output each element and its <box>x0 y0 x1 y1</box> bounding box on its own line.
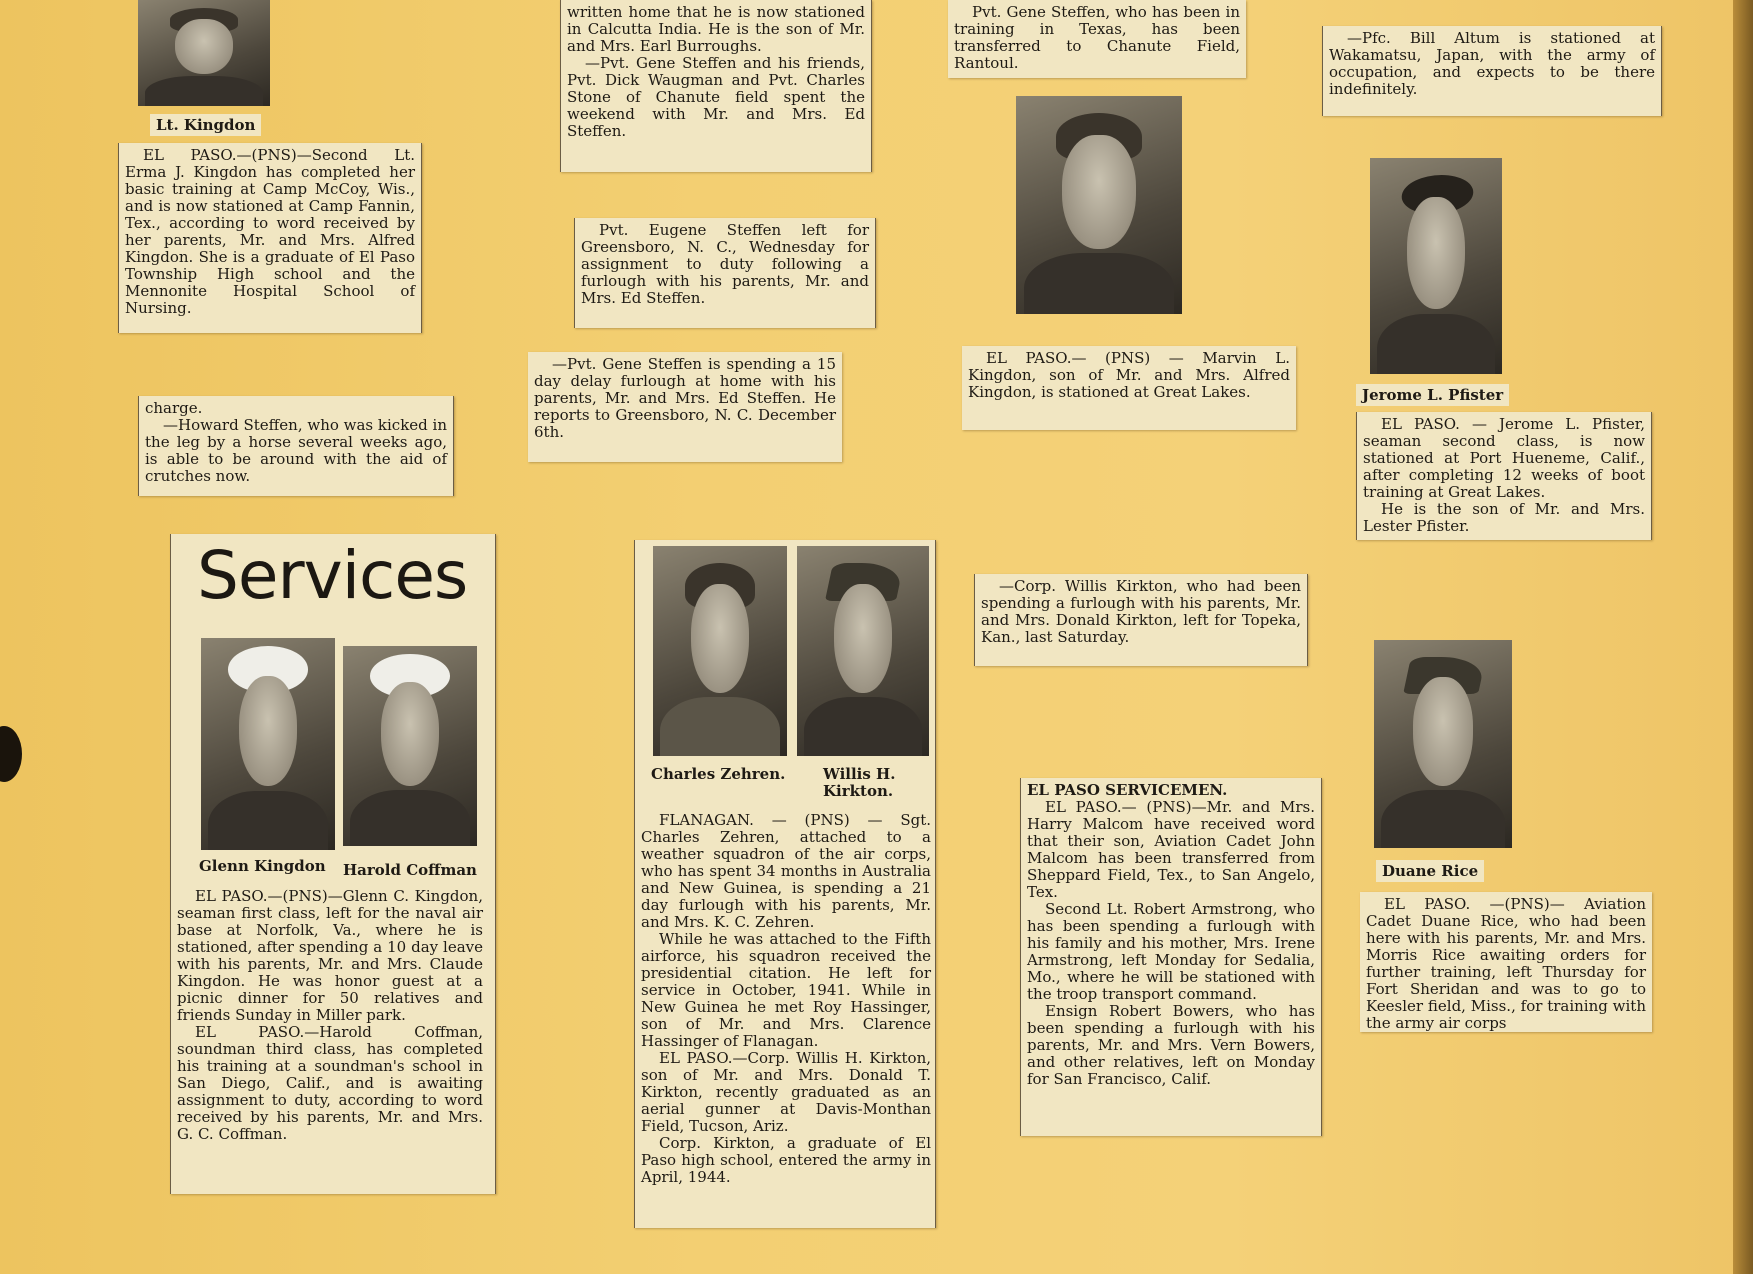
caption-lt-kingdon: Lt. Kingdon <box>150 114 261 136</box>
clipping-kingdon <box>118 143 422 333</box>
article-text-bowers: Ensign Robert Bowers, who has been spending a furlough with his parents, Mr. and Mrs. Vern Bowers, and other relatives, left on Monday for San Francisco, Calif. <box>1027 1002 1315 1088</box>
article-text: Pvt. Eugene Steffen left for Greensboro, N. C., Wednesday for assignment to duty following a furlough with his parents, Mr. and Mrs. Ed Steffen. <box>581 221 869 307</box>
article-text-harold: EL PASO.—Harold Coffman, soundman third class, has completed his training at a soundman's school in San Diego, Calif., and is awaiting assignment to duty, according to word received by his parents, Mr. and Mrs. G. C. Coffman. <box>177 1023 483 1143</box>
clipping-eugene-steffen <box>574 218 876 328</box>
clipping-steffen-calcutta <box>560 0 872 172</box>
headline-services: Services <box>197 537 468 614</box>
caption-duane-rice: Duane Rice <box>1376 860 1484 882</box>
clipping-marvin-kingdon <box>962 346 1296 430</box>
article-text: EL PASO.— (PNS) — Marvin L. Kingdon, son of Mr. and Mrs. Alfred Kingdon, is stationed at Great Lakes. <box>968 349 1290 401</box>
face-shape <box>691 584 750 693</box>
article-text: —Corp. Willis Kirkton, who had been spending a furlough with his parents, Mr. and Mrs. Donald Kirkton, left for Topeka, Kan., last Saturday. <box>981 577 1301 646</box>
photo-charles-zehren <box>653 546 787 756</box>
clipping-duane-rice <box>1360 892 1652 1032</box>
clipping-altum <box>1322 26 1662 116</box>
article-text: —Pvt. Gene Steffen and his friends, Pvt. Dick Waugman and Pvt. Charles Stone of Chanute field spent the weekend with Mr. and Mrs. Ed Steffen. <box>567 54 865 140</box>
article-text-top: charge. <box>145 399 203 417</box>
article-text-malcom: EL PASO.— (PNS)—Mr. and Mrs. Harry Malcom have received word that their son, Aviation Cadet John Malcom has been transferred from Sheppard Field, Tex., to San Angelo, Tex. <box>1027 798 1315 901</box>
caption-harold-coffman: Harold Coffman <box>343 861 477 879</box>
clipping-el-paso-servicemen <box>1020 778 1322 1136</box>
photo-harold-coffman <box>343 646 477 846</box>
clipping-corp-kirkton <box>974 574 1308 666</box>
photo-lt-kingdon <box>138 0 270 106</box>
face-shape <box>834 584 892 693</box>
article-text-armstrong: Second Lt. Robert Armstrong, who has been spending a furlough with his family and his mother, Mrs. Irene Armstrong, left Monday for Sedalia, Mo., where he will be stationed with the troop transport command. <box>1027 900 1315 1003</box>
shoulders-shape <box>660 697 781 756</box>
article-text: EL PASO. — Jerome L. Pfister, seaman second class, is now stationed at Port Hueneme, Calif., after completing 12 weeks of boot training at Great Lakes. <box>1363 415 1645 501</box>
caption-willis-kirkton: Willis H. Kirkton. <box>823 765 896 800</box>
clipping-steffen-chanute <box>948 0 1246 78</box>
article-text-2: He is the son of Mr. and Mrs. Lester Pfister. <box>1363 500 1645 535</box>
face-shape <box>1407 197 1465 309</box>
photo-duane-rice <box>1374 640 1512 848</box>
shoulders-shape <box>1381 790 1505 848</box>
caption-jerome-pfister: Jerome L. Pfister <box>1356 384 1509 406</box>
article-text-glenn: EL PASO.—(PNS)—Glenn C. Kingdon, seaman first class, left for the naval air base at Norfolk, Va., where he is stationed, after spending a 10 day leave with his parents, Mr. and Mrs. Claude Kingdon. He was honor guest at a picnic dinner for 50 relatives and friends Sunday in Miller park. <box>177 887 483 1024</box>
photo-jerome-pfister <box>1370 158 1502 374</box>
clipping-jerome-pfister <box>1356 412 1652 540</box>
shoulders-shape <box>208 791 329 850</box>
article-text: EL PASO. —(PNS)— Aviation Cadet Duane Rice, who had been here with his parents, Mr. and Mrs. Morris Rice awaiting orders for further training, left Thursday for Fort Sheridan and was to go to Keesler field, Miss., for training with the army air corps <box>1366 895 1646 1032</box>
page-edge <box>1733 0 1753 1274</box>
clipping-services <box>170 534 496 1194</box>
shoulders-shape <box>1024 253 1173 314</box>
clipping-zehren-kirkton <box>634 540 936 1228</box>
shoulders-shape <box>350 790 471 846</box>
article-text-zehren: FLANAGAN. — (PNS) — Sgt. Charles Zehren, attached to a weather squadron of the air corps, who has spent 34 months in Australia and New Guinea, is spending a 21 day furlough with his parents, Mr. and Mrs. K. C. Zehren. <box>641 811 931 931</box>
article-text-zehren-2: While he was attached to the Fifth airforce, his squadron received the presidential citation. He left for service in October, 1941. While in New Guinea he met Roy Hassinger, son of Mr. and Mrs. Clarence Hassinger of Flanagan. <box>641 930 931 1050</box>
face-shape <box>1062 135 1135 248</box>
article-text-top: written home that he is now stationed in Calcutta India. He is the son of Mr. and Mrs. Earl Burroughs. <box>567 3 865 55</box>
article-text: Pvt. Gene Steffen, who has been in training in Texas, has been transferred to Chanute Field, Rantoul. <box>954 3 1240 72</box>
article-text: —Howard Steffen, who was kicked in the leg by a horse several weeks ago, is able to be around with the aid of crutches now. <box>145 416 447 485</box>
article-text-kirkton: EL PASO.—Corp. Willis H. Kirkton, son of Mr. and Mrs. Donald T. Kirkton, recently graduated as an aerial gunner at Davis-Monthan Field, Tucson, Ariz. <box>641 1049 931 1135</box>
shoulders-shape <box>804 697 923 756</box>
caption-charles-zehren: Charles Zehren. <box>651 765 786 783</box>
shoulders-shape <box>1377 314 1496 374</box>
photo-willis-kirkton <box>797 546 929 756</box>
photo-marvin-kingdon <box>1016 96 1182 314</box>
article-text: —Pfc. Bill Altum is stationed at Wakamatsu, Japan, with the army of occupation, and expects to be there indefinitely. <box>1329 29 1655 98</box>
zehren-kirkton-body <box>641 812 931 1186</box>
face-shape <box>239 676 298 786</box>
binder-hole <box>0 726 22 782</box>
clipping-howard-steffen <box>138 396 454 496</box>
article-text: EL PASO.—(PNS)—Second Lt. Erma J. Kingdon has completed her basic training at Camp McCoy, Wis., and is now stationed at Camp Fannin, Tex., according to word received by her parents, Mr. and Mrs. Alfred Kingdon. She is a graduate of El Paso Township High school and the Mennonite Hospital School of Nursing. <box>125 146 415 317</box>
face-shape <box>175 19 233 74</box>
article-heading: EL PASO SERVICEMEN. <box>1027 781 1228 799</box>
caption-glenn-kingdon: Glenn Kingdon <box>199 857 326 875</box>
services-body <box>177 888 483 1143</box>
photo-glenn-kingdon <box>201 638 335 850</box>
article-text: —Pvt. Gene Steffen is spending a 15 day delay furlough at home with his parents, Mr. and Mrs. Ed Steffen. He reports to Greensboro, N. C. December 6th. <box>534 355 836 441</box>
face-shape <box>1413 677 1474 785</box>
article-text-kirkton-2: Corp. Kirkton, a graduate of El Paso high school, entered the army in April, 1944. <box>641 1134 931 1186</box>
face-shape <box>381 682 440 786</box>
shoulders-shape <box>145 76 264 106</box>
clipping-gene-steffen-delay <box>528 352 842 462</box>
